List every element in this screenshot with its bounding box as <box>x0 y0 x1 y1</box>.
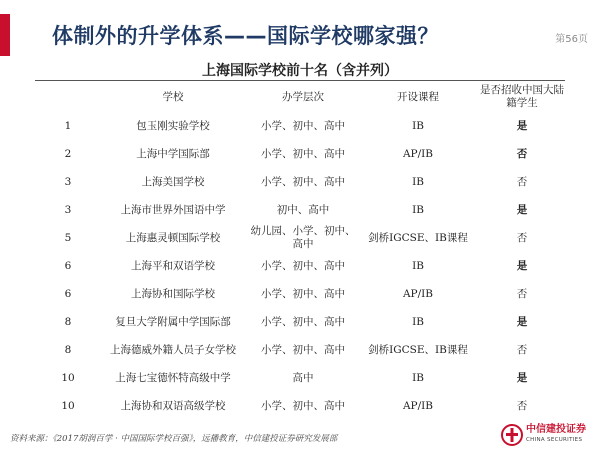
page-title: 体制外的升学体系——国际学校哪家强？ <box>52 24 439 48</box>
table-row <box>38 392 566 420</box>
rank-cell: 3 <box>64 175 72 188</box>
logo-name-cn: 中信建投证券 <box>526 424 586 435</box>
school-name-cell: 上海惠灵顿国际学校 <box>125 231 221 244</box>
rank-cell: 2 <box>64 147 72 160</box>
table-row <box>38 196 566 224</box>
level-cell: 小学、初中、高中 <box>261 259 345 272</box>
china-student-header: 是否招收中国大陆籍学生 <box>480 84 564 109</box>
table-row <box>38 336 566 364</box>
school-name-cell: 上海市世界外国语中学 <box>120 203 226 216</box>
school-name-cell: 上海平和双语学校 <box>131 259 215 272</box>
course-cell: IB <box>412 175 424 188</box>
rank-header <box>38 82 98 112</box>
course-cell: IB <box>412 119 424 132</box>
course-cell: IB <box>412 259 424 272</box>
school-name-cell: 上海中学国际部 <box>136 147 210 160</box>
china-student-cell: 否 <box>516 343 528 356</box>
table-row <box>38 112 566 140</box>
course-cell: 剑桥IGCSE、IB课程 <box>368 231 468 244</box>
table-row <box>38 168 566 196</box>
school-name-cell: 上海德威外籍人员子女学校 <box>110 343 236 356</box>
course-cell: IB <box>412 371 424 384</box>
course-header: 开设课程 <box>397 90 439 103</box>
course-cell: AP/IB <box>402 399 434 412</box>
school-name-cell: 复旦大学附属中学国际部 <box>115 315 231 328</box>
china-student-cell: 否 <box>516 231 528 244</box>
page-number: 第56页 <box>555 34 588 45</box>
table-row <box>38 252 566 280</box>
school-name-cell: 上海协和双语高级学校 <box>120 399 226 412</box>
table-title-rule <box>35 80 565 81</box>
course-cell: IB <box>412 315 424 328</box>
table-row <box>38 364 566 392</box>
china-student-cell: 是 <box>516 371 528 384</box>
rank-cell: 3 <box>64 203 72 216</box>
school-header: 学校 <box>162 90 184 103</box>
school-name-cell: 上海协和国际学校 <box>131 287 215 300</box>
table-header-row <box>38 82 566 112</box>
logo-mark-icon <box>501 424 523 446</box>
rank-cell: 8 <box>64 315 72 328</box>
table-row <box>38 224 566 252</box>
rank-cell: 5 <box>64 231 72 244</box>
company-logo <box>501 424 586 446</box>
china-student-cell: 是 <box>516 203 528 216</box>
school-name-cell: 上海美国学校 <box>141 175 205 188</box>
level-cell: 小学、初中、高中 <box>261 315 345 328</box>
course-cell: AP/IB <box>402 287 434 300</box>
level-cell: 小学、初中、高中 <box>261 175 345 188</box>
china-student-cell: 是 <box>516 315 528 328</box>
rank-cell: 10 <box>61 371 75 384</box>
level-cell: 小学、初中、高中 <box>261 399 345 412</box>
china-student-cell: 否 <box>516 287 528 300</box>
accent-bar <box>0 14 10 56</box>
china-student-cell: 否 <box>516 175 528 188</box>
level-cell: 高中 <box>292 371 314 384</box>
course-cell: AP/IB <box>402 147 434 160</box>
table-title: 上海国际学校前十名（含并列） <box>202 63 398 79</box>
level-cell: 初中、高中 <box>276 203 330 216</box>
rank-cell: 1 <box>64 119 72 132</box>
china-student-cell: 是 <box>516 119 528 132</box>
course-cell: IB <box>412 203 424 216</box>
level-cell: 幼儿园、小学、初中、高中 <box>250 225 356 250</box>
schools-table <box>38 82 566 420</box>
level-cell: 小学、初中、高中 <box>261 287 345 300</box>
level-cell: 小学、初中、高中 <box>261 119 345 132</box>
source-note: 资料来源：《2017胡润百学 · 中国国际学校百强》，远播教育，中信建投证券研究发展部 <box>10 434 338 444</box>
china-student-cell: 是 <box>516 259 528 272</box>
level-cell: 小学、初中、高中 <box>261 343 345 356</box>
course-cell: 剑桥IGCSE、IB课程 <box>368 343 468 356</box>
school-name-cell: 上海七宝德怀特高级中学 <box>115 371 231 384</box>
table-row <box>38 140 566 168</box>
rank-cell: 8 <box>64 343 72 356</box>
logo-name-en: CHINA SECURITIES <box>526 437 583 443</box>
table-row <box>38 308 566 336</box>
level-cell: 小学、初中、高中 <box>261 147 345 160</box>
rank-cell: 6 <box>64 287 72 300</box>
rank-cell: 6 <box>64 259 72 272</box>
china-student-cell: 否 <box>516 147 528 160</box>
rank-cell: 10 <box>61 399 75 412</box>
china-student-cell: 否 <box>516 399 528 412</box>
school-name-cell: 包玉刚实验学校 <box>136 119 210 132</box>
table-row <box>38 280 566 308</box>
level-header: 办学层次 <box>282 90 324 103</box>
